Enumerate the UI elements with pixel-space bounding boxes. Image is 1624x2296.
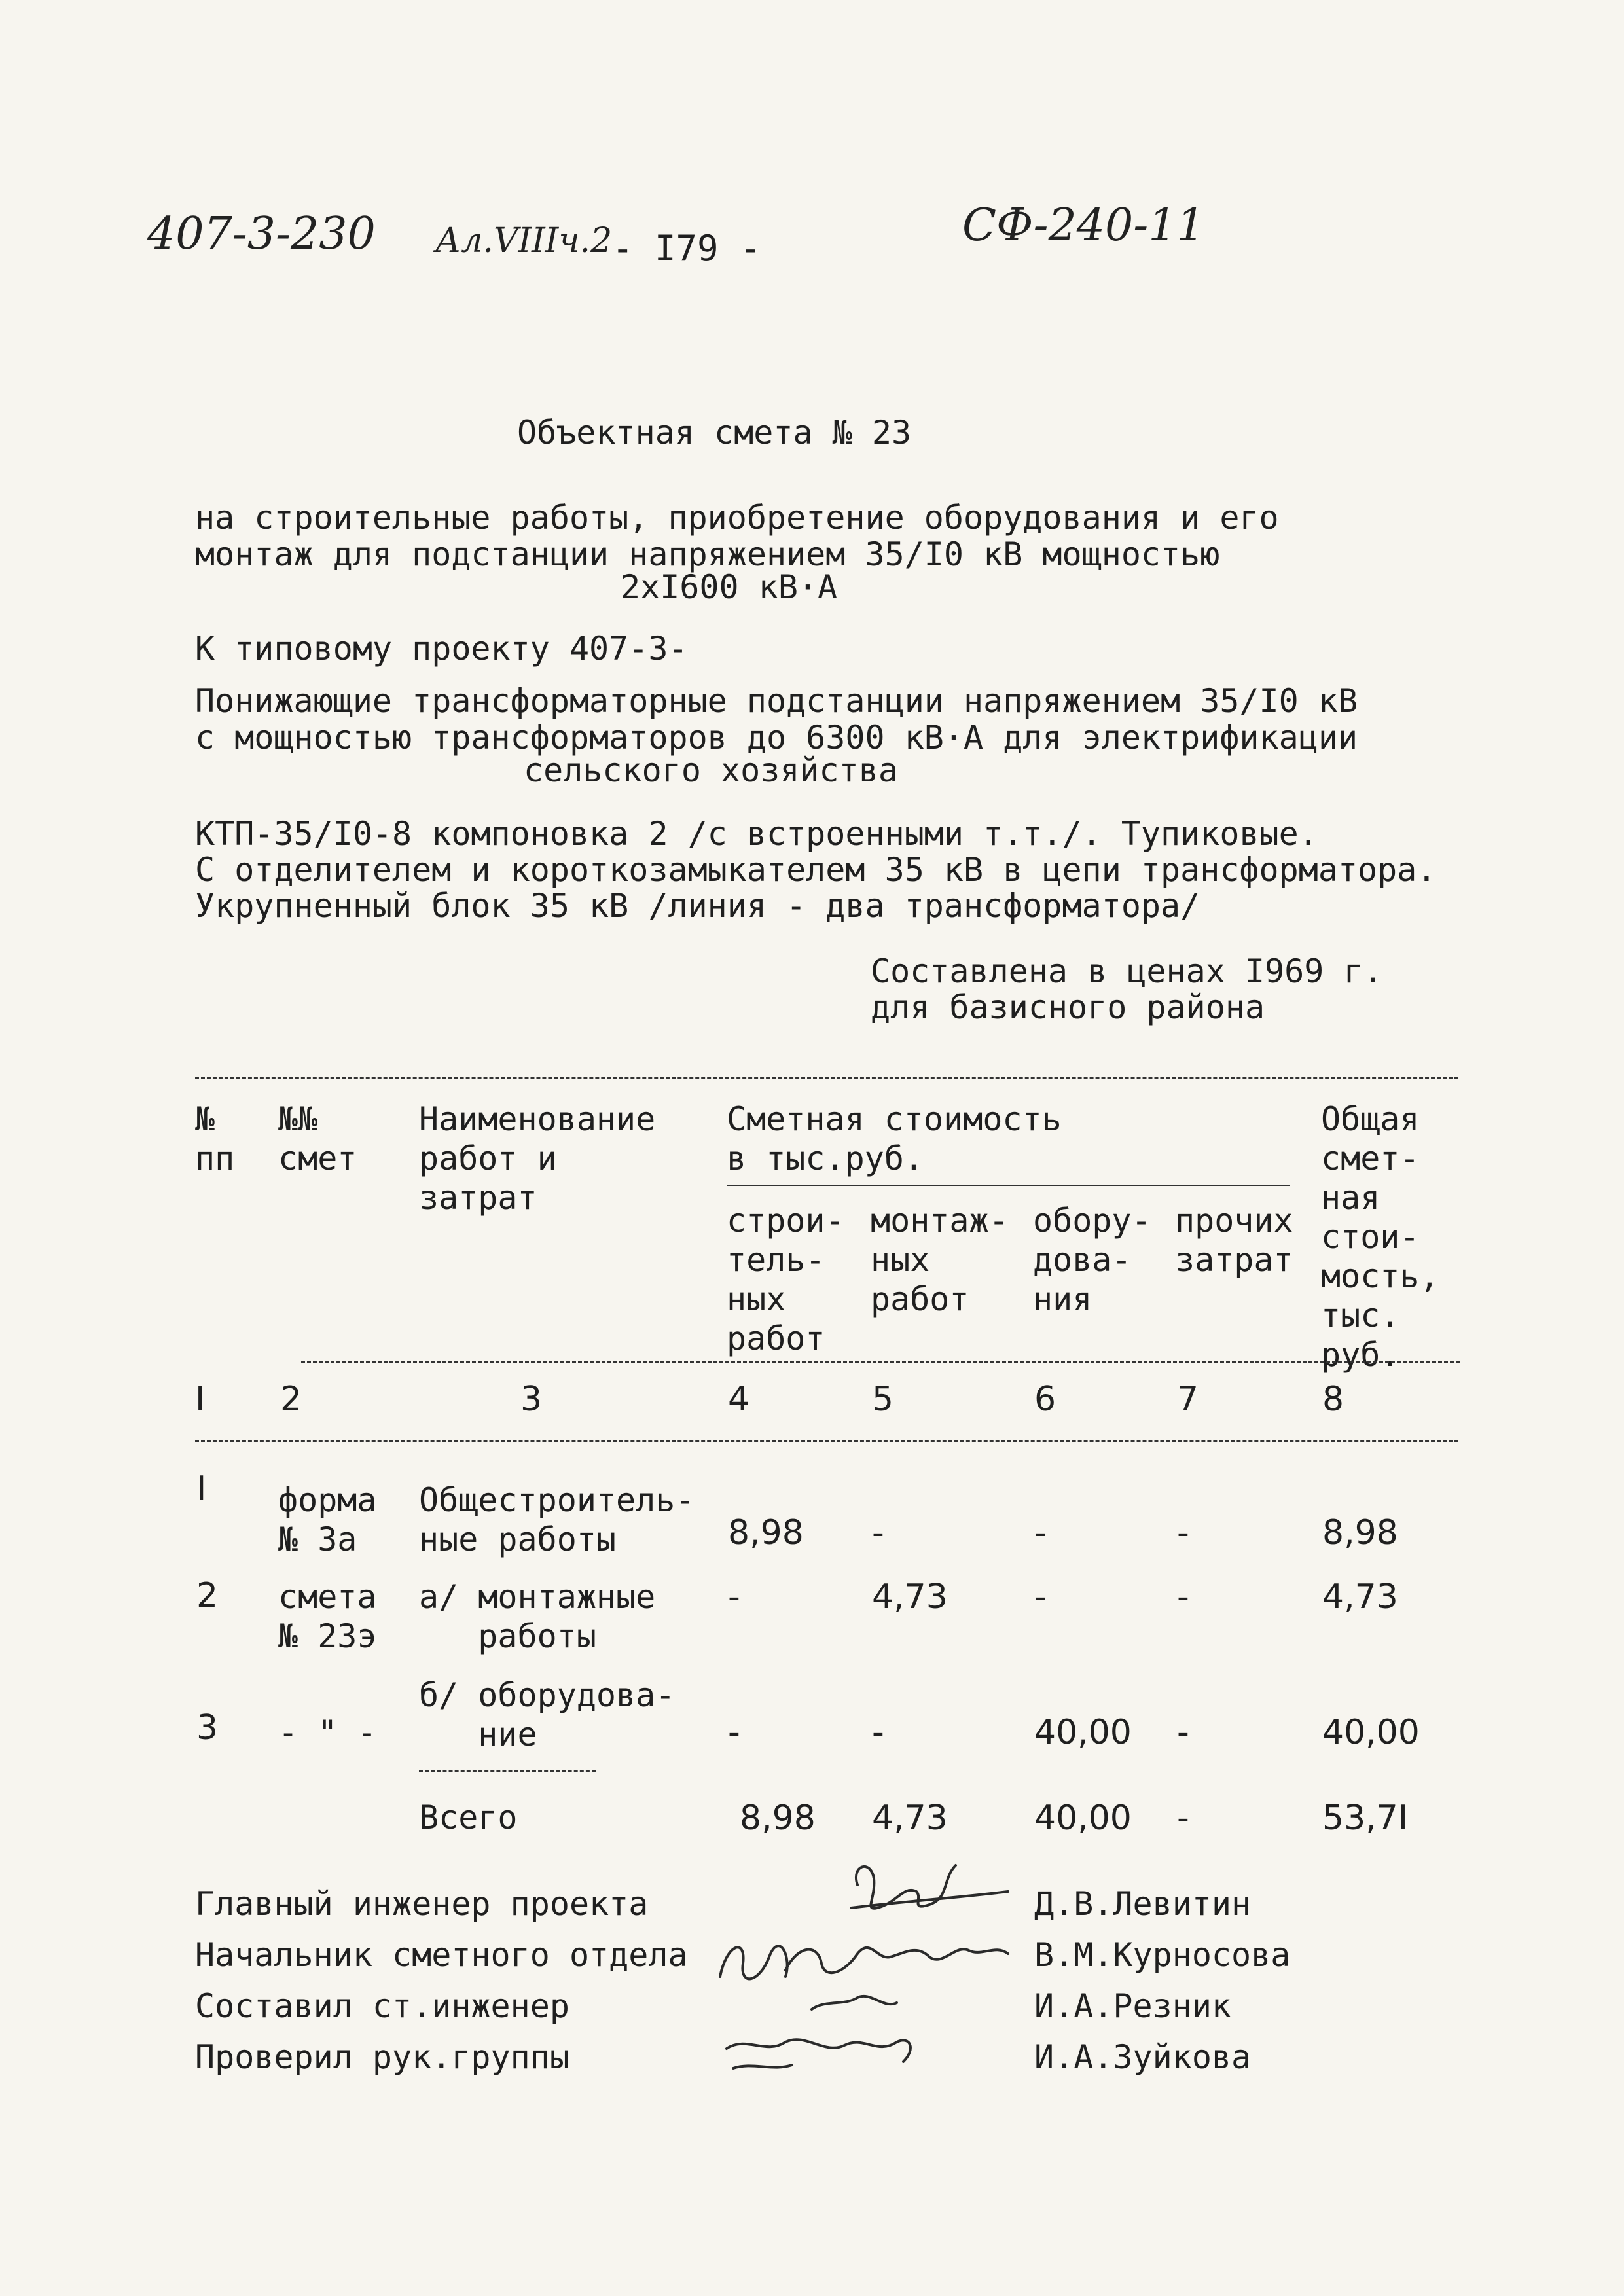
- header-installation: монтаж- ных работ: [871, 1202, 1009, 1318]
- total-other-cost: -: [1177, 1799, 1189, 1838]
- ktp-description-line-3: Укрупненный блок 35 кВ /линия - два трансформатора/: [195, 887, 1200, 925]
- price-basis-line-2: для базисного района: [871, 988, 1265, 1026]
- header-group-rule: [727, 1185, 1290, 1186]
- project-description-line-3: сельского хозяйства: [524, 751, 898, 789]
- signer-role: Составил ст.инженер: [195, 1987, 569, 2025]
- row-estimate-ref: - " -: [278, 1713, 377, 1751]
- project-description-line-1: Понижающие трансформаторные подстанции напряжением 35/I0 кВ: [195, 682, 1358, 720]
- subtitle-line-3: 2xI600 кВ·А: [621, 568, 838, 606]
- subtotal-rule: [419, 1770, 596, 1772]
- sheet-code: СФ-240-11: [962, 200, 1205, 251]
- subtitle-line-2: монтаж для подстанции напряжением 35/I0 кВ мощностью: [195, 535, 1220, 573]
- header-estimate-number: №№ смет: [278, 1100, 357, 1177]
- col-number: 5: [872, 1380, 894, 1419]
- header-cost-group: Сметная стоимость в тыс.руб.: [727, 1100, 1062, 1177]
- col-number: I: [195, 1380, 206, 1419]
- row-equipment-cost: -: [1034, 1513, 1047, 1552]
- col-number: 7: [1177, 1380, 1199, 1419]
- row-number: 2: [196, 1576, 219, 1615]
- table-top-rule: [195, 1077, 1458, 1079]
- col-number: 8: [1322, 1380, 1344, 1419]
- document-title: Объектная смета № 23: [517, 414, 912, 452]
- col-number: 6: [1034, 1380, 1056, 1419]
- row-equipment-cost: -: [1034, 1577, 1047, 1617]
- row-construction-cost: -: [728, 1713, 740, 1752]
- project-reference: К типовому проекту 407-3-: [195, 630, 688, 668]
- row-installation-cost: -: [872, 1713, 884, 1752]
- row-installation-cost: 4,73: [872, 1577, 948, 1617]
- signer-name: В.М.Курносова: [1034, 1936, 1291, 1974]
- row-other-cost: -: [1177, 1513, 1189, 1552]
- row-other-cost: -: [1177, 1577, 1189, 1617]
- signer-name: И.А.Зуйкова: [1034, 2038, 1252, 2076]
- row-construction-cost: -: [728, 1577, 740, 1617]
- row-installation-cost: -: [872, 1513, 884, 1552]
- row-estimate-ref: форма № 3а: [278, 1481, 377, 1558]
- total-construction-cost: 8,98: [740, 1799, 816, 1838]
- row-equipment-cost: 40,00: [1034, 1713, 1132, 1752]
- total-installation-cost: 4,73: [872, 1799, 948, 1838]
- row-total-cost: 40,00: [1322, 1713, 1420, 1752]
- signer-role: Главный инженер проекта: [195, 1885, 649, 1923]
- total-label: Всего: [419, 1799, 518, 1837]
- row-number: I: [196, 1469, 207, 1509]
- album-number: Ал.VIIIч.2: [435, 221, 613, 260]
- header-name: Наименование работ и затрат: [419, 1100, 656, 1217]
- header-other: прочих затрат: [1175, 1202, 1293, 1279]
- row-other-cost: -: [1177, 1713, 1189, 1752]
- signer-name: И.А.Резник: [1034, 1987, 1232, 2025]
- total-grand-cost: 53,7I: [1322, 1799, 1409, 1838]
- col-number: 4: [728, 1380, 750, 1419]
- signer-role: Проверил рук.группы: [195, 2038, 569, 2076]
- row-name: а/ монтажные работы: [419, 1578, 656, 1655]
- col-number: 3: [520, 1380, 543, 1419]
- project-description-line-2: с мощностью трансформаторов до 6300 кВ·А для электрификации: [195, 719, 1358, 757]
- ktp-description-line-1: КТП-35/I0-8 компоновка 2 /с встроенными т.т./. Тупиковые.: [195, 815, 1318, 853]
- header-construction: строи- тель- ных работ: [727, 1202, 845, 1357]
- handwritten-signatures: [707, 1846, 1060, 2094]
- header-row-number: № пп: [195, 1100, 235, 1177]
- row-construction-cost: 8,98: [728, 1513, 804, 1552]
- ktp-description-line-2: С отделителем и короткозамыкателем 35 кВ в цепи трансформатора.: [195, 851, 1437, 889]
- signer-role: Начальник сметного отдела: [195, 1936, 688, 1974]
- price-basis-line-1: Составлена в ценах I969 г.: [871, 952, 1383, 990]
- project-code: 407-3-230: [147, 208, 376, 260]
- row-name: Общестроитель- ные работы: [419, 1481, 695, 1558]
- row-name: б/ оборудова- ние: [419, 1676, 676, 1753]
- row-total-cost: 8,98: [1322, 1513, 1398, 1552]
- header-total-cost: Общая смет- ная стои- мость, тыс. руб.: [1321, 1100, 1439, 1374]
- row-number: 3: [196, 1708, 219, 1748]
- row-total-cost: 4,73: [1322, 1577, 1398, 1617]
- total-equipment-cost: 40,00: [1034, 1799, 1132, 1838]
- header-bottom-rule: [301, 1361, 1460, 1363]
- subtitle-line-1: на строительные работы, приобретение оборудования и его: [195, 499, 1279, 537]
- signer-name: Д.В.Левитин: [1034, 1885, 1252, 1923]
- page-number: - I79 -: [612, 228, 761, 269]
- row-estimate-ref: смета № 23э: [278, 1578, 377, 1655]
- col-number: 2: [280, 1380, 302, 1419]
- header-equipment: обору- дова- ния: [1033, 1202, 1151, 1318]
- col-number-rule: [195, 1440, 1458, 1442]
